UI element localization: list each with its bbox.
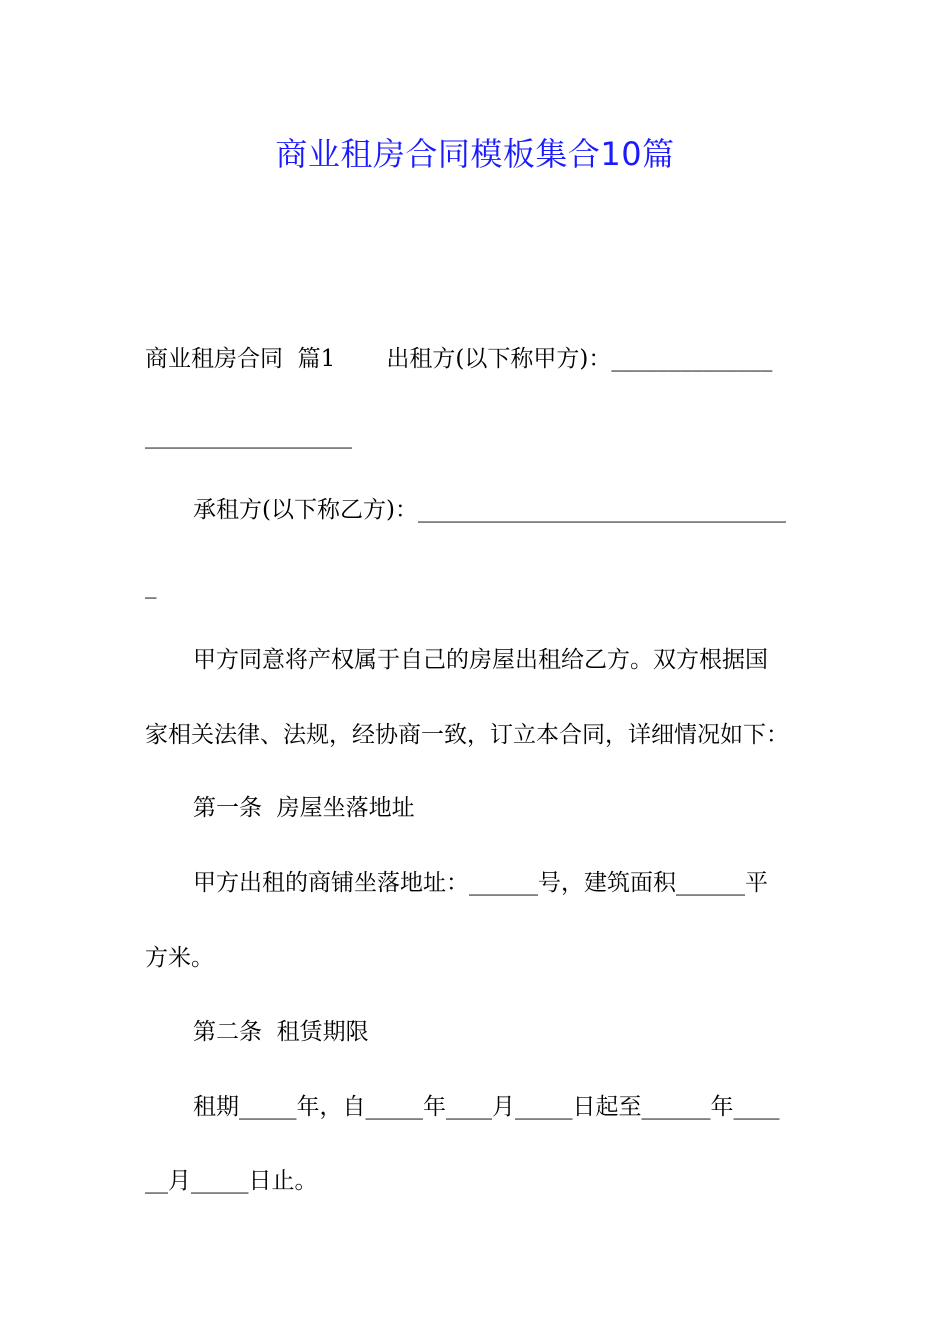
- paragraph-line: 方米。: [145, 945, 214, 971]
- paragraph-line: 甲方同意将产权属于自己的房屋出租给乙方。双方根据国: [193, 647, 768, 673]
- section-heading: 第一条 房屋坐落地址: [193, 795, 415, 821]
- paragraph-line: __________________: [145, 423, 352, 449]
- paragraph-line: 承租方(以下称乙方)：________________________________: [193, 497, 786, 523]
- paragraph-line: 租期_____年，自_____年____月_____日起至______年____: [193, 1094, 780, 1120]
- paragraph-line: 家相关法律、法规，经协商一致，订立本合同，详细情况如下：: [145, 722, 789, 748]
- paragraph-line: _: [145, 573, 157, 599]
- paragraph-line: 甲方出租的商铺坐落地址：______号，建筑面积______平: [193, 870, 768, 896]
- paragraph-line: __月_____日止。: [145, 1168, 318, 1194]
- section-heading: 第二条 租赁期限: [193, 1019, 369, 1045]
- paragraph-line: 商业租房合同 篇1 出租方(以下称甲方)：______________: [145, 346, 773, 372]
- document-title: 商业租房合同模板集合10篇: [275, 135, 675, 173]
